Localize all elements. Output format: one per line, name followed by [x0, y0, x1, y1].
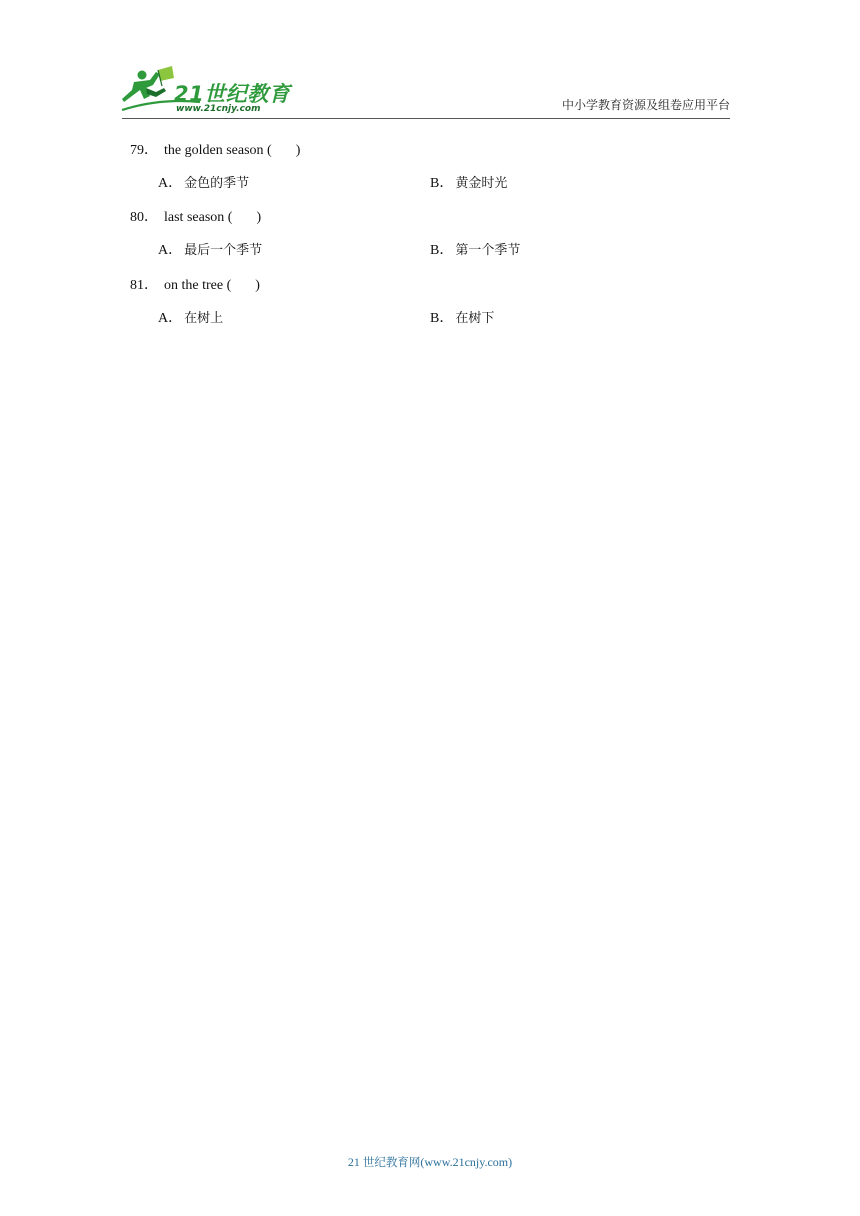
question-text: the golden season (: [164, 143, 272, 158]
question-number: 81．: [130, 278, 158, 293]
option-text: 最后一个季节: [184, 243, 263, 258]
option-letter: B．: [430, 311, 454, 326]
option-letter: B．: [430, 176, 454, 191]
header-divider: [122, 118, 730, 119]
footer-url: (www.21cnjy.com): [420, 1155, 513, 1169]
footer-prefix: 21: [347, 1155, 363, 1169]
option-letter: B．: [430, 243, 454, 258]
option-letter: A．: [158, 176, 183, 191]
option-letter: A．: [158, 243, 183, 258]
option-text: 黄金时光: [455, 176, 508, 191]
option-text: 在树下: [455, 311, 495, 326]
logo-url-text: www.21cnjy.com: [176, 104, 261, 114]
option-b[interactable]: [430, 172, 507, 192]
question-text: on the tree (: [164, 278, 232, 293]
question-close-paren: ): [255, 278, 260, 293]
option-text: 第一个季节: [455, 243, 521, 258]
option-text: 金色的季节: [184, 176, 250, 191]
question-close-paren: ): [295, 143, 301, 158]
page-footer[interactable]: [0, 1154, 860, 1170]
question-number: 79．: [130, 143, 158, 158]
question-number: 80．: [130, 210, 158, 225]
question-80: [130, 206, 261, 226]
question-close-paren: ): [256, 210, 262, 225]
logo-main-text: 21世纪教育: [174, 82, 291, 106]
option-a[interactable]: [158, 307, 223, 327]
page-header: [0, 0, 860, 130]
option-b[interactable]: [430, 307, 494, 327]
option-letter: A．: [158, 311, 183, 326]
option-a[interactable]: [158, 239, 262, 259]
header-slogan: 中小学教育资源及组卷应用平台: [561, 98, 730, 112]
question-81: [130, 274, 260, 294]
option-a[interactable]: [158, 172, 249, 192]
option-text: 在树上: [184, 311, 224, 326]
site-logo[interactable]: [120, 66, 295, 118]
option-b[interactable]: [430, 239, 520, 259]
footer-site-name: 世纪教育网: [362, 1155, 421, 1169]
question-79: [130, 139, 300, 159]
question-text: last season (: [164, 210, 233, 225]
